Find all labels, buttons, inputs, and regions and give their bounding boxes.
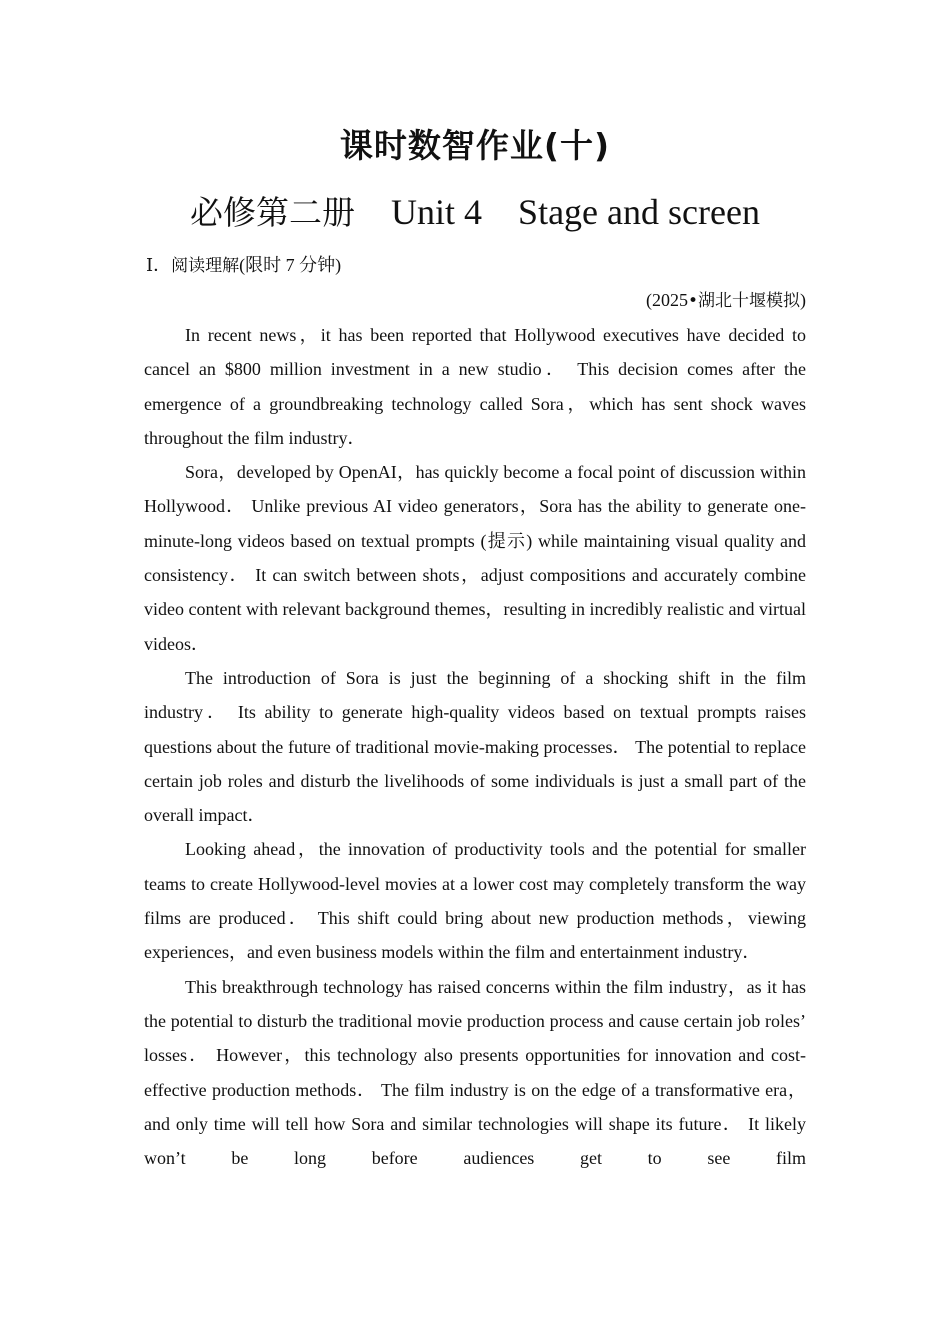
- book-name: 必修第二册: [190, 193, 356, 232]
- source-place: •湖北十堰模拟: [687, 291, 800, 311]
- section-time-limit: (限时 7 分钟): [239, 255, 342, 275]
- unit-topic: Stage and screen: [518, 192, 760, 232]
- source-close: ): [800, 290, 806, 310]
- unit-number: Unit 4: [391, 192, 483, 232]
- passage-paragraph: Looking ahead，the innovation of productivity tools and the potential for smaller teams to create Hollywood-level movies at a lower cost may completely transform the way films are produced． This shift could bring about new production methods，viewing experiences，and even business models within the film and entertainment industry．: [144, 839, 806, 963]
- passage-paragraph: The introduction of Sora is just the beginning of a shocking shift in the film industry． Its ability to generate high-quality videos based on textual prompts raises questions about the future of traditional movie-making processes． The potential to replace certain job roles and disturb the livelihoods of some individuals is just a small part of the overall impact．: [144, 667, 806, 826]
- reading-passage: [144, 318, 806, 1176]
- section-heading: [146, 252, 341, 279]
- unit-subtitle: [0, 188, 950, 237]
- passage-source: [646, 287, 806, 314]
- source-year: (2025: [645, 290, 688, 310]
- section-number: Ⅰ．: [146, 255, 172, 275]
- passage-paragraph: This breakthrough technology has raised concerns within the film industry，as it has the potential to disturb the traditional movie production process and cause certain job roles’ losses． However，this technology also presents opportunities for innovation and cost-effective production methods． The film industry is on the edge of a transformative era，and only time will tell how Sora and similar technologies will shape its future． It likely won’t be long before audiences get to see film: [144, 976, 806, 1169]
- page-title: 课时数智作业(十): [339, 126, 611, 165]
- section-name: 阅读理解: [171, 256, 240, 276]
- passage-paragraph: In recent news，it has been reported that Hollywood executives have decided to cancel an $800 million investment in a new studio． This decision comes after the emergence of a groundbreaking technology called Sora，which has sent shock waves throughout the film industry．: [144, 325, 806, 448]
- passage-paragraph: Sora，developed by OpenAI，has quickly become a focal point of discussion within Hollywood． Unlike previous AI video generators，Sora has the ability to generate one-minute-long videos based on textual prompts (提示) while maintaining visual quality and consistency． It can switch between shots，adjust compositions and accurately combine video content with relevant background themes，resulting in incredibly realistic and virtual videos．: [144, 462, 806, 654]
